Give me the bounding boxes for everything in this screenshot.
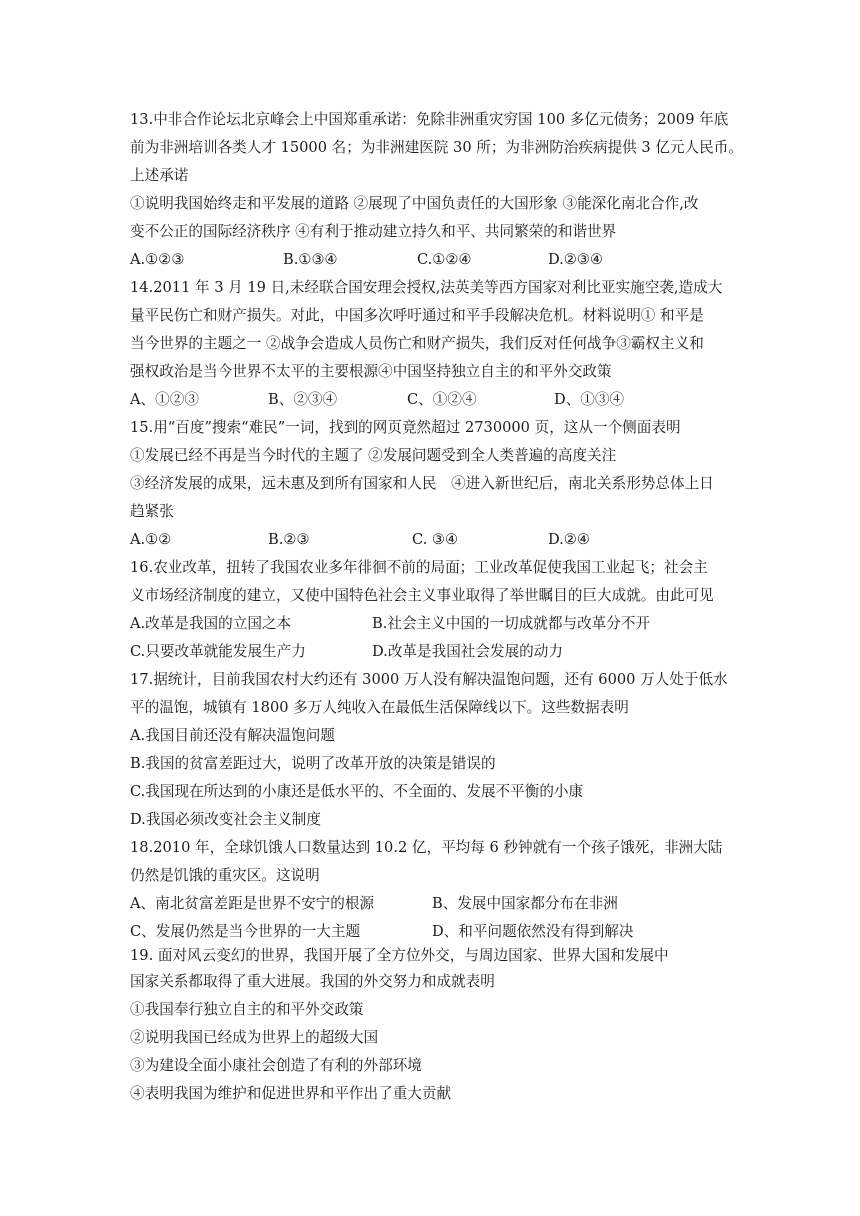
q17-option-c: C.我国现在所达到的小康还是低水平的、不全面的、发展不平衡的小康 — [130, 783, 584, 800]
q17-line-2: 平的温饱，城镇有 1800 多万人纯收入在最低生活保障线以下。这些数据表明 — [130, 699, 629, 716]
q15-line-3: ③经济发展的成果，远未惠及到所有国家和人民 ④进入新世纪后，南北关系形势总体上日 — [130, 475, 714, 492]
q14-line-4: 强权政治是当今世界不太平的主要根源④中国坚持独立自主的和平外交政策 — [130, 363, 612, 380]
q15-option-d: D.②④ — [548, 531, 590, 548]
q16-option-a: A.改革是我国的立国之本 — [130, 615, 292, 632]
q15-option-b: B.②③ — [268, 531, 310, 548]
q16-option-c: C.只要改革就能发展生产力 — [130, 643, 306, 660]
q18-option-a: A、南北贫富差距是世界不安宁的根源 — [130, 895, 375, 912]
q19-item-1: ①我国奉行独立自主的和平外交政策 — [130, 1001, 364, 1018]
q18-line-1: 18.2010 年，全球饥饿人口数量达到 10.2 亿，平均每 6 秒钟就有一个孩子饿死，非洲大陆 — [130, 839, 723, 856]
q16-line-1: 16.农业改革，扭转了我国农业多年徘徊不前的局面；工业改革促使我国工业起飞；社会主 — [130, 559, 708, 576]
q14-option-c: C、①②④ — [407, 391, 477, 408]
q14-line-2: 量平民伤亡和财产损失。对此，中国多次呼吁通过和平手段解决危机。材料说明① 和平是 — [130, 307, 704, 324]
q13-option-b: B.①③④ — [283, 251, 338, 268]
q18-line-2: 仍然是饥饿的重灾区。这说明 — [130, 867, 320, 884]
q13-option-a: A.①②③ — [130, 251, 185, 268]
q14-option-b: B、②③④ — [268, 391, 338, 408]
q18-option-d: D、和平问题依然没有得到解决 — [432, 923, 634, 940]
q15-line-2: ①发展已经不再是当今时代的主题了 ②发展问题受到全人类普遍的高度关注 — [130, 447, 617, 464]
q13-line-4: ①说明我国始终走和平发展的道路 ②展现了中国负责任的大国形象 ③能深化南北合作,改 — [130, 195, 699, 212]
q14-option-d: D、①③④ — [554, 391, 625, 408]
q13-line-3: 上述承诺 — [130, 167, 189, 184]
q17-option-b: B.我国的贫富差距过大，说明了改革开放的决策是错误的 — [130, 755, 496, 772]
q13-line-2: 前为非洲培训各类人才 15000 名；为非洲建医院 30 所；为非洲防治疾病提供 3 亿元人民币。 — [130, 139, 743, 156]
q16-line-2: 义市场经济制度的建立，又使中国特色社会主义事业取得了举世瞩目的巨大成就。由此可见 — [130, 587, 714, 604]
q18-option-c: C、发展仍然是当今世界的一大主题 — [130, 923, 361, 940]
q19-line-1: 19. 面对风云变幻的世界，我国开展了全方位外交，与周边国家、世界大国和发展中 — [130, 947, 669, 964]
q15-line-4: 趋紧张 — [130, 503, 174, 520]
q17-line-1: 17.据统计，目前我国农村大约还有 3000 万人没有解决温饱问题，还有 6000 万人处于低水 — [130, 671, 728, 688]
q17-option-a: A.我国目前还没有解决温饱问题 — [130, 727, 335, 744]
q13-option-c: C.①②④ — [417, 251, 472, 268]
q15-option-a: A.①② — [130, 531, 172, 548]
q19-item-2: ②说明我国已经成为世界上的超级大国 — [130, 1029, 379, 1046]
q15-line-1: 15.用“百度”搜索“难民”一词，找到的网页竟然超过 2730000 页，这从一个侧面表明 — [130, 419, 681, 436]
q19-item-4: ④表明我国为维护和促进世界和平作出了重大贡献 — [130, 1085, 452, 1102]
q18-option-b: B、发展中国家都分布在非洲 — [432, 895, 618, 912]
q17-option-d: D.我国必须改变社会主义制度 — [130, 811, 321, 828]
q19-line-2: 国家关系都取得了重大进展。我国的外交努力和成就表明 — [130, 973, 495, 990]
q14-line-3: 当今世界的主题之一 ②战争会造成人员伤亡和财产损失，我们反对任何战争③霸权主义和 — [130, 335, 704, 352]
q14-line-1: 14.2011 年 3 月 19 日,未经联合国安理会授权,法英美等西方国家对利比亚实施空袭,造成大 — [130, 279, 723, 296]
q16-option-d: D.改革是我国社会发展的动力 — [372, 643, 563, 660]
q19-item-3: ③为建设全面小康社会创造了有利的外部环境 — [130, 1057, 422, 1074]
q16-option-b: B.社会主义中国的一切成就都与改革分不开 — [372, 615, 651, 632]
q13-option-d: D.②③④ — [548, 251, 604, 268]
q14-option-a: A、①②③ — [130, 391, 199, 408]
q13-line-1: 13.中非合作论坛北京峰会上中国郑重承诺：免除非洲重灾穷国 100 多亿元债务；2009 年底 — [130, 111, 729, 128]
q13-line-5: 变不公正的国际经济秩序 ④有利于推动建立持久和平、共同繁荣的和谐世界 — [130, 223, 617, 240]
q15-option-c: C. ③④ — [412, 531, 459, 548]
